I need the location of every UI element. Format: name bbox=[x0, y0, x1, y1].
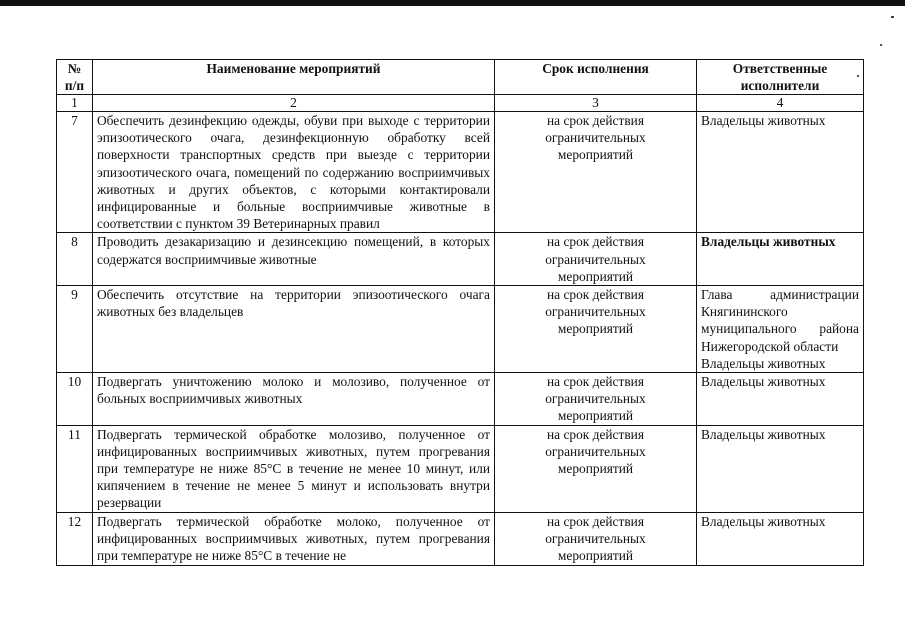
measure-responsible: Владельцы животных bbox=[697, 425, 864, 512]
row-number: 11 bbox=[57, 425, 93, 512]
table-row bbox=[57, 286, 864, 373]
measure-responsible: Владельцы животных bbox=[697, 112, 864, 233]
measure-responsible: Владельцы животных bbox=[697, 373, 864, 426]
scan-speck bbox=[880, 44, 882, 46]
measure-responsible: Владельцы животных bbox=[697, 233, 864, 286]
measure-responsible: Глава администрации Княгининского муниципального района Нижегородской области Владельцы животных bbox=[697, 286, 864, 373]
row-number: 8 bbox=[57, 233, 93, 286]
measure-responsible: Владельцы животных bbox=[697, 512, 864, 565]
column-index-row bbox=[57, 95, 864, 112]
header-num: № п/п bbox=[57, 60, 93, 95]
measure-term: на срок действия ограничительных мероприятий bbox=[495, 286, 697, 373]
measure-name: Подвергать уничтожению молоко и молозиво, полученное от больных восприимчивых животных bbox=[93, 373, 495, 426]
measure-term: на срок действия ограничительных мероприятий bbox=[495, 233, 697, 286]
measure-name: Проводить дезакаризацию и дезинсекцию помещений, в которых содержатся восприимчивые животные bbox=[93, 233, 495, 286]
measure-name: Подвергать термической обработке молоко, полученное от инфицированных восприимчивых животных, путем прогревания при температуре не ниже 85°С в течение не bbox=[97, 513, 490, 564]
header-responsible: Ответственные исполнители bbox=[697, 60, 864, 95]
table-row bbox=[57, 112, 864, 233]
measure-term: на срок действия ограничительных мероприятий bbox=[495, 112, 697, 233]
scan-top-border bbox=[0, 0, 905, 6]
row-number: 7 bbox=[57, 112, 93, 233]
measure-term: на срок действия ограничительных мероприятий bbox=[495, 373, 697, 426]
measures-table bbox=[56, 59, 864, 566]
measure-name-cell bbox=[93, 512, 495, 565]
measure-name: Подвергать термической обработке молозиво, полученное от инфицированных восприимчивых животных, путем прогревания при температуре не ниже 85°С в течение не менее 10 минут, или кипячением в течение не менее 5 минут и использовать внутри резервации bbox=[93, 425, 495, 512]
measure-name: Обеспечить дезинфекцию одежды, обуви при выходе с территории эпизоотического очага, дезинфекционную обработку всей поверхности транспортных средств при выезде с территории эпизоотического очага, помещений по содержанию восприимчивых животных и других объектов, с которыми контактировали инфицированные и больные восприимчивые животные в соответствии с пунктом 39 Ветеринарных правил bbox=[93, 112, 495, 233]
measure-term: на срок действия ограничительных мероприятий bbox=[495, 425, 697, 512]
table-row bbox=[57, 425, 864, 512]
row-number: 9 bbox=[57, 286, 93, 373]
column-index: 4 bbox=[697, 95, 864, 112]
table-row bbox=[57, 373, 864, 426]
table-header-row bbox=[57, 60, 864, 95]
table-row bbox=[57, 233, 864, 286]
column-index: 2 bbox=[93, 95, 495, 112]
scan-speck bbox=[891, 16, 894, 18]
measure-term: на срок действия ограничительных мероприятий bbox=[495, 512, 697, 565]
table-row bbox=[57, 512, 864, 565]
row-number: 12 bbox=[57, 512, 93, 565]
measure-name: Обеспечить отсутствие на территории эпизоотического очага животных без владельцев bbox=[93, 286, 495, 373]
row-number: 10 bbox=[57, 373, 93, 426]
header-term: Срок исполнения bbox=[495, 60, 697, 95]
column-index: 3 bbox=[495, 95, 697, 112]
column-index: 1 bbox=[57, 95, 93, 112]
header-name: Наименование мероприятий bbox=[93, 60, 495, 95]
